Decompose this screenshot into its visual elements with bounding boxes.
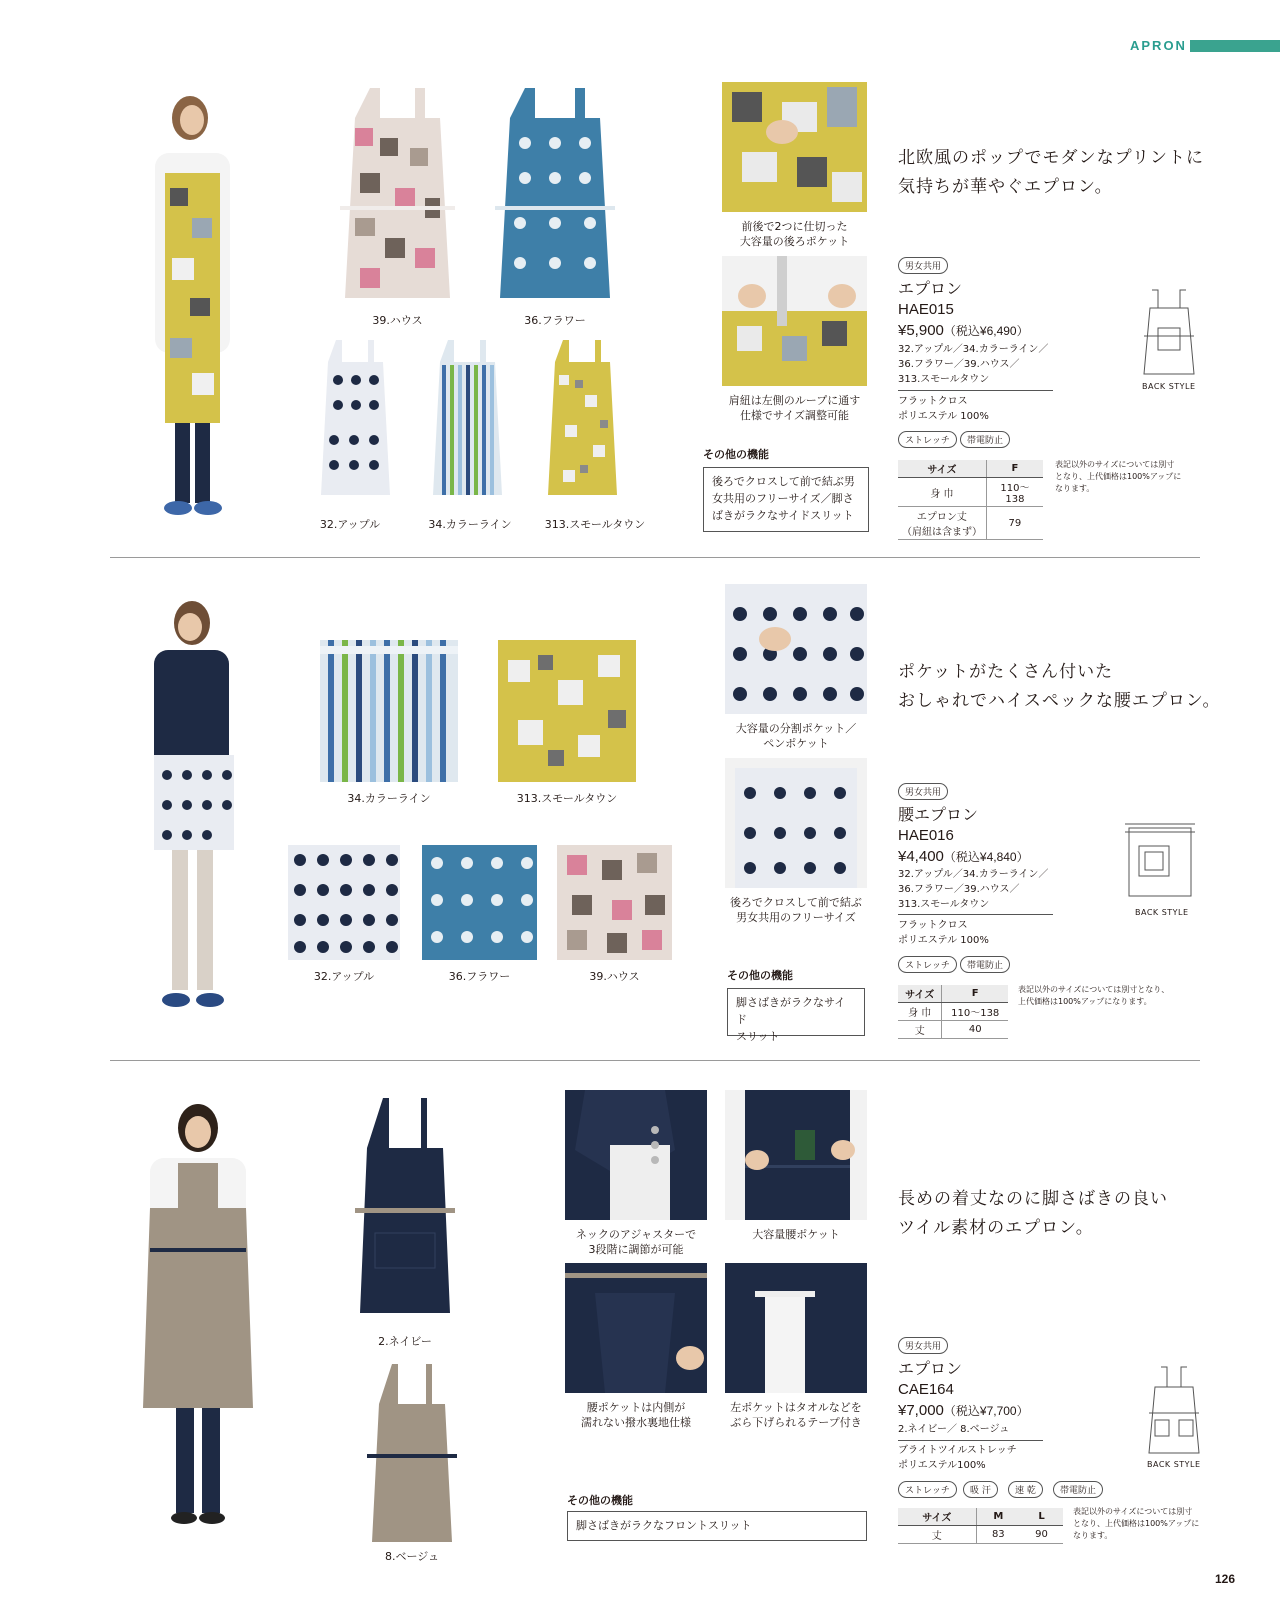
- feature-tag: 帯電防止: [960, 431, 1010, 448]
- model-photo-cae164: [138, 1098, 258, 1530]
- detail-caption: 大容量の分割ポケット／ ペンポケット: [735, 722, 857, 750]
- size-header: サイズ: [898, 985, 942, 1003]
- apron-swatch-house: [340, 88, 455, 308]
- swatch-caption: 39.ハウス: [589, 970, 640, 983]
- model-photo-hae015: [130, 88, 250, 528]
- detail-caption: ネックのアジャスターで 3段階に調節が可能: [575, 1228, 697, 1256]
- detail-photo-back-pocket: [722, 82, 867, 212]
- size-value: 90: [1020, 1526, 1063, 1544]
- swatch-caption: 39.ハウス: [372, 314, 423, 327]
- swatch-caption: 36.フラワー: [448, 970, 511, 983]
- product-headline: 北欧風のポップでモダンなプリントに 気持ちが華やぐエプロン。: [898, 148, 1204, 197]
- detail-caption: 大容量腰ポケット: [752, 1228, 840, 1241]
- waist-apron-swatch-colorline: [320, 640, 458, 782]
- product-name: エプロン: [898, 279, 963, 298]
- feature-title: その他の機能: [703, 448, 769, 461]
- section-label: APRON: [1130, 38, 1187, 53]
- back-style-illustration: [1140, 288, 1198, 376]
- material: フラットクロス ポリエステル 100%: [898, 920, 989, 946]
- back-style-illustration: [1125, 820, 1195, 900]
- feature-tag: 速 乾: [1008, 1481, 1043, 1498]
- feature-tag: ストレッチ: [898, 1481, 957, 1498]
- back-style-illustration: [1145, 1365, 1203, 1455]
- material: フラットクロス ポリエステル 100%: [898, 396, 989, 422]
- detail-photo-neck-adjuster: [565, 1090, 707, 1220]
- swatch-caption: 313.スモールタウン: [544, 518, 646, 531]
- size-value: 83: [976, 1526, 1020, 1544]
- detail-photo-split-pocket: [725, 584, 867, 714]
- size-header: L: [1020, 1508, 1063, 1526]
- size-header: F: [942, 985, 1008, 1003]
- apron-swatch-navy: [355, 1098, 455, 1318]
- detail-photo-towel-tape: [725, 1263, 867, 1393]
- apron-swatch-colorline: [430, 340, 505, 500]
- waist-apron-swatch-smalltown: [498, 640, 636, 782]
- waist-apron-swatch-apple: [288, 845, 400, 960]
- feature-box: 脚さばきがラクなサイド スリット: [727, 988, 865, 1036]
- divider: [898, 1440, 1043, 1441]
- feature-title: その他の機能: [727, 969, 793, 982]
- section-divider: [110, 1060, 1200, 1061]
- apron-swatch-smalltown: [545, 340, 620, 500]
- section-label-bar: [1190, 40, 1280, 52]
- product-code: CAE164: [898, 1381, 954, 1398]
- size-value: 40: [942, 1021, 1008, 1039]
- material: ブライトツイルストレッチ ポリエステル100%: [898, 1445, 1017, 1471]
- product-price: [898, 847, 1029, 867]
- size-note: 表記以外のサイズについては別寸 となり、上代価格は100%アップに なります。: [1073, 1507, 1200, 1540]
- unisex-badge: 男女共用: [898, 783, 948, 800]
- swatch-caption: 32.アップル: [319, 518, 381, 531]
- color-list: 32.アップル／34.カラーライン／ 36.フラワー／39.ハウス／ 313.スモールタウン: [898, 869, 1049, 910]
- detail-photo-strap: [722, 256, 867, 386]
- price-tax: （税込¥7,700）: [943, 1404, 1029, 1418]
- size-label: 丈: [898, 1526, 976, 1544]
- feature-tag: 帯電防止: [960, 956, 1010, 973]
- back-style-label: BACK STYLE: [1135, 908, 1189, 917]
- product-code: HAE015: [898, 301, 954, 318]
- waist-apron-swatch-flower: [422, 845, 537, 960]
- detail-photo-waterproof-lining: [565, 1263, 707, 1393]
- detail-caption: 前後で2つに仕切った 大容量の後ろポケット: [739, 220, 850, 248]
- size-value: 110〜138: [942, 1003, 1008, 1021]
- apron-swatch-beige: [367, 1364, 457, 1544]
- feature-box: 脚さばきがラクなフロントスリット: [567, 1511, 867, 1541]
- back-style-label: BACK STYLE: [1142, 382, 1196, 391]
- size-label: 丈: [898, 1021, 942, 1039]
- swatch-caption: 2.ネイビー: [378, 1335, 432, 1348]
- detail-caption: 腰ポケットは内側が 濡れない撥水裏地仕様: [581, 1401, 691, 1429]
- detail-caption: 左ポケットはタオルなどを ぶら下げられるテープ付き: [730, 1401, 862, 1429]
- size-header: サイズ: [898, 460, 986, 478]
- price-value: ¥5,900: [898, 322, 944, 339]
- swatch-caption: 313.スモールタウン: [516, 792, 618, 805]
- swatch-caption: 32.アップル: [313, 970, 375, 983]
- unisex-badge: 男女共用: [898, 1337, 948, 1354]
- size-header: M: [976, 1508, 1020, 1526]
- size-header: F: [986, 460, 1043, 478]
- feature-title: その他の機能: [567, 1494, 633, 1507]
- swatch-caption: 8.ベージュ: [384, 1550, 440, 1563]
- detail-caption: 肩紐は左側のループに通す 仕様でサイズ調整可能: [728, 394, 861, 422]
- product-name: 腰エプロン: [898, 805, 979, 824]
- price-value: ¥7,000: [898, 1402, 944, 1419]
- detail-photo-back-tie: [725, 758, 867, 888]
- feature-tag: ストレッチ: [898, 956, 957, 973]
- size-label: 身 巾: [898, 1003, 942, 1021]
- swatch-caption: 36.フラワー: [524, 314, 586, 327]
- product-headline: 長めの着丈なのに脚さばきの良い ツイル素材のエプロン。: [898, 1189, 1168, 1238]
- size-label: エプロン丈 （肩紐は含まず）: [898, 507, 986, 540]
- size-note: 表記以外のサイズについては別寸となり、 上代価格は100%アップになります。: [1018, 985, 1170, 1006]
- size-value: 110〜138: [986, 478, 1043, 507]
- feature-tag: 吸 汗: [963, 1481, 998, 1498]
- size-label: 身 巾: [898, 478, 986, 507]
- product-code: HAE016: [898, 827, 954, 844]
- size-table: [898, 460, 1043, 540]
- feature-box: 後ろでクロスして前で結ぶ男 女共用のフリーサイズ／脚さ ばきがラクなサイドスリット: [703, 467, 869, 532]
- section-divider: [110, 557, 1200, 558]
- price-value: ¥4,400: [898, 848, 944, 865]
- apron-swatch-flower: [495, 88, 615, 308]
- feature-tag: ストレッチ: [898, 431, 957, 448]
- detail-photo-waist-pocket: [725, 1090, 867, 1220]
- size-table: [898, 1508, 1063, 1544]
- back-style-label: BACK STYLE: [1147, 1460, 1201, 1469]
- size-note: 表記以外のサイズについては別寸 となり、上代価格は100%アップに なります。: [1055, 460, 1182, 493]
- apron-swatch-apple: [318, 340, 393, 500]
- model-photo-hae016: [132, 595, 250, 1020]
- price-tax: （税込¥6,490）: [943, 324, 1029, 338]
- divider: [898, 390, 1053, 391]
- color-list: 32.アップル／34.カラーライン／ 36.フラワー／39.ハウス／ 313.スモールタウン: [898, 344, 1049, 385]
- product-price: [898, 321, 1029, 341]
- product-name: エプロン: [898, 1359, 963, 1378]
- swatch-caption: 34.カラーライン: [347, 792, 431, 805]
- unisex-badge: 男女共用: [898, 257, 948, 274]
- product-headline: ポケットがたくさん付いた おしゃれでハイスペックな腰エプロン。: [898, 662, 1221, 711]
- swatch-caption: 34.カラーライン: [428, 518, 512, 531]
- size-value: 79: [986, 507, 1043, 540]
- color-list: 2.ネイビー／ 8.ベージュ: [898, 1424, 1010, 1435]
- detail-caption: 後ろでクロスして前で結ぶ 男女共用のフリーサイズ: [730, 896, 862, 924]
- product-price: [898, 1401, 1029, 1421]
- divider: [898, 914, 1053, 915]
- page-number: 126: [1215, 1572, 1236, 1586]
- price-tax: （税込¥4,840）: [943, 850, 1029, 864]
- size-table: [898, 985, 1008, 1039]
- waist-apron-swatch-house: [557, 845, 672, 960]
- size-header: サイズ: [898, 1508, 976, 1526]
- feature-tag: 帯電防止: [1053, 1481, 1103, 1498]
